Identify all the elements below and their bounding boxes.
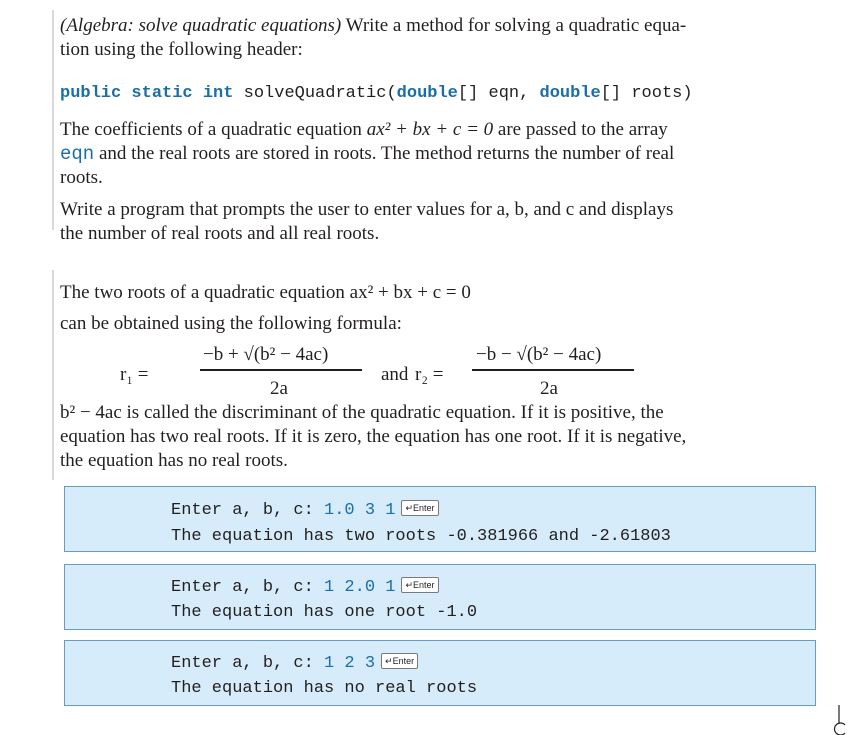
header-keywords: public static int [60,84,234,103]
r2-label: r₂ = [415,364,444,385]
prompt-line1: Write a program that prompts the user to enter values for a, b, and c and displays [60,199,674,220]
sample-run-2-prompt: Enter a, b, c: [171,578,325,597]
sample-run-2 [64,564,816,630]
and-word: and [381,364,409,385]
exercise-prompt [60,198,730,246]
exercise-description [60,118,730,190]
sample-run-1 [64,486,816,552]
sample-run-3-prompt: Enter a, b, c: [171,654,325,673]
exercise-title [60,14,730,62]
discriminant-text [60,401,730,473]
exercise-title-rest: Write a method for solving a quadratic equa- [341,15,687,36]
exercise-margin-rule [52,10,54,230]
sample-run-2-input: 1 2.0 1 [324,578,396,597]
header-params-end: [] roots) [600,84,693,103]
sample-run-1-input: 1.0 3 1 [324,501,396,520]
header-type2: double [539,84,601,103]
sample-run-3-output: The equation has no real roots [171,679,478,698]
enter-key-icon: ↵Enter [381,653,418,669]
exercise-title-italic: (Algebra: solve quadratic equations) [60,15,342,36]
disc-line1: b² − 4ac is called the discriminant of the quadratic equation. If it is positive, the [60,402,664,423]
explanation-intro [60,277,730,339]
exercise-title-line2: tion using the following header: [60,39,303,60]
r1-fraction-bar [200,369,362,371]
sample-run-3-input-line [171,654,418,673]
header-params-mid: [] eqn, [457,84,540,103]
desc-line2: and the real roots are stored in roots. The method returns the number of real [94,143,675,164]
r1-denominator: 2a [270,378,288,399]
r2-fraction-bar [472,369,634,371]
prompt-line2: the number of real roots and all real roots. [60,223,380,244]
method-header [60,84,693,103]
enter-key-icon: ↵Enter [401,577,438,593]
sample-run-2-output: The equation has one root -1.0 [171,603,478,622]
sample-run-1-prompt: Enter a, b, c: [171,501,325,520]
r2-numerator: −b − √(b² − 4ac) [476,344,602,365]
sample-run-1-output: The equation has two roots -0.381966 and -2.61803 [171,527,671,546]
sample-run-3 [64,640,816,706]
r1-numerator: −b + √(b² − 4ac) [203,344,329,365]
r1-label: r₁ = [120,364,149,385]
disc-line2: equation has two real roots. If it is zero, the equation has one root. If it is negative, [60,426,687,447]
explanation-margin-rule [52,270,54,480]
sample-run-1-input-line [171,501,439,520]
disc-line3: the equation has no real roots. [60,450,288,471]
enter-key-icon: ↵Enter [401,500,438,516]
r2-denominator: 2a [540,378,558,399]
desc-line1a: The coefficients of a quadratic equation [60,119,367,140]
header-method-name: solveQuadratic( [233,84,397,103]
desc-eqn-code: eqn [60,143,95,165]
desc-equation: ax² + bx + c = 0 [366,119,494,140]
explanation-line1: The two roots of a quadratic equation ax² + bx + c = 0 [60,282,471,303]
sample-run-2-input-line [171,578,439,597]
sample-run-3-input: 1 2 3 [324,654,376,673]
desc-line3: roots. [60,167,103,188]
explanation-line2: can be obtained using the following formula: [60,313,402,334]
desc-line1b: are passed to the array [493,119,668,140]
header-type1: double [396,84,458,103]
page-corner-mark-icon [831,705,847,735]
